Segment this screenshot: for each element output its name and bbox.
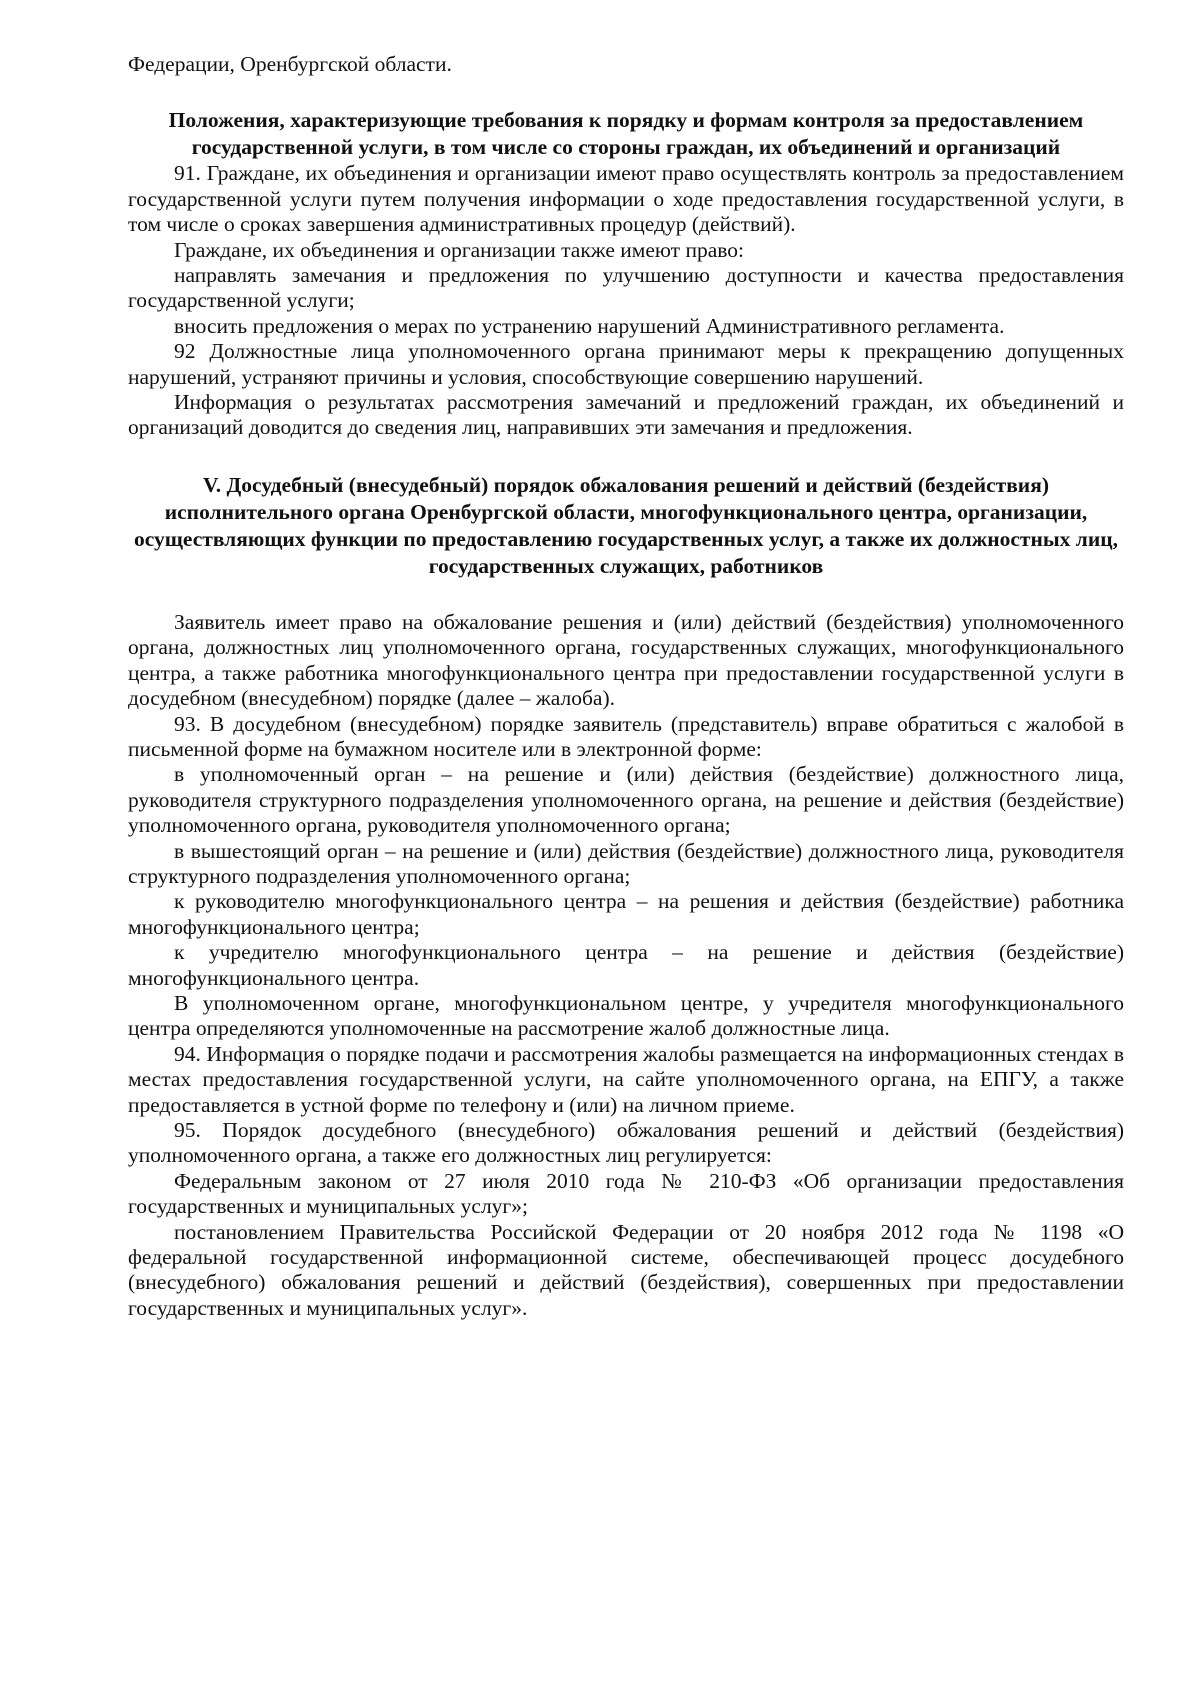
intro-fragment: Федерации, Оренбургской области. xyxy=(128,52,452,76)
paragraph-94: 94. Информация о порядке подачи и рассмотрения жалобы размещается на информационных стендах в местах предоставления государственной услуги, на сайте уполномоченного органа, на ЕПГУ, а также предоставляется в устной форме по телефону и (или) на личном приеме. xyxy=(128,1041,1124,1117)
paragraph-remarks: направлять замечания и предложения по улучшению доступности и качества предоставления государственной услуги; xyxy=(128,263,1124,313)
paragraph-government-decree: постановлением Правительства Российской Федерации от 20 ноября 2012 года № 1198 «О федеральной государственной информационной системе, обеспечивающей процесс досудебного (внесудебного) обжалования решений и действий (бездействия), совершенных при предоставлении государственных и муниципальных услуг». xyxy=(128,1219,1124,1320)
section-heading-appeal: V. Досудебный (внесудебный) порядок обжалования решений и действий (бездействия) исполнительного органа Оренбургской области, многофункционального центра, организации, осуществляющих функции по предоставлению государственных услуг, а также их должностных лиц, государственных служащих, работников xyxy=(134,472,1118,578)
paragraph-93: 93. В досудебном (внесудебном) порядке заявитель (представитель) вправе обратиться с жалобой в письменной форме на бумажном носителе или в электронной форме: xyxy=(128,711,1124,761)
paragraph-federal-law: Федеральным законом от 27 июля 2010 года № 210-ФЗ «Об организации предоставления государственных и муниципальных услуг»; xyxy=(128,1168,1124,1219)
paragraph-authorized-body: в уполномоченный орган – на решение и (или) действия (бездействие) должностного лица, руководителя структурного подразделения уполномоченного органа, на решение и действия (бездействие) уполномоченного органа, руководителя уполномоченного органа; xyxy=(128,762,1124,838)
paragraph-rights: Граждане, их объединения и организации также имеют право: xyxy=(174,237,744,262)
paragraph-applicant-right: Заявитель имеет право на обжалование решения и (или) действий (бездействия) уполномоченного органа, должностных лиц уполномоченного органа, государственных служащих, многофункционального центра, а также работника многофункционального центра при предоставлении государственной услуги в досудебном (внесудебном) порядке (далее – жалоба). xyxy=(128,609,1124,711)
paragraph-91: 91. Граждане, их объединения и организации имеют право осуществлять контроль за предоставлением государственной услуги путем получения информации о ходе предоставления государственной услуги, в том числе о сроках завершения административных процедур (действий). xyxy=(128,161,1124,237)
paragraph-higher-body: в вышестоящий орган – на решение и (или) действия (бездействие) должностного лица, руководителя структурного подразделения уполномоченного органа; xyxy=(128,838,1124,888)
document-body xyxy=(128,52,1124,1321)
paragraph-mfc-founder: к учредителю многофункционального центра – на решение и действия (бездействие) многофункционального центра. xyxy=(128,940,1124,990)
paragraph-officials: В уполномоченном органе, многофункциональном центре, у учредителя многофункционального центра определяются уполномоченные на рассмотрение жалоб должностные лица. xyxy=(128,990,1124,1041)
paragraph-results: Информация о результатах рассмотрения замечаний и предложений граждан, их объединений и организаций доводится до сведения лиц, направивших эти замечания и предложения. xyxy=(128,390,1124,440)
paragraph-mfc-head: к руководителю многофункционального центра – на решения и действия (бездействие) работника многофункционального центра; xyxy=(128,889,1124,939)
paragraph-95: 95. Порядок досудебного (внесудебного) обжалования решений и действий (бездействия) уполномоченного органа, а также его должностных лиц регулируется: xyxy=(128,1118,1124,1168)
section-heading-control: Положения, характеризующие требования к порядку и формам контроля за предоставлением государственной услуги, в том числе со стороны граждан, их объединений и организаций xyxy=(168,108,1084,160)
paragraph-proposals: вносить предложения о мерах по устранению нарушений Административного регламента. xyxy=(174,313,1005,338)
paragraph-92: 92 Должностные лица уполномоченного органа принимают меры к прекращению допущенных нарушений, устраняют причины и условия, способствующие совершению нарушений. xyxy=(128,339,1124,389)
